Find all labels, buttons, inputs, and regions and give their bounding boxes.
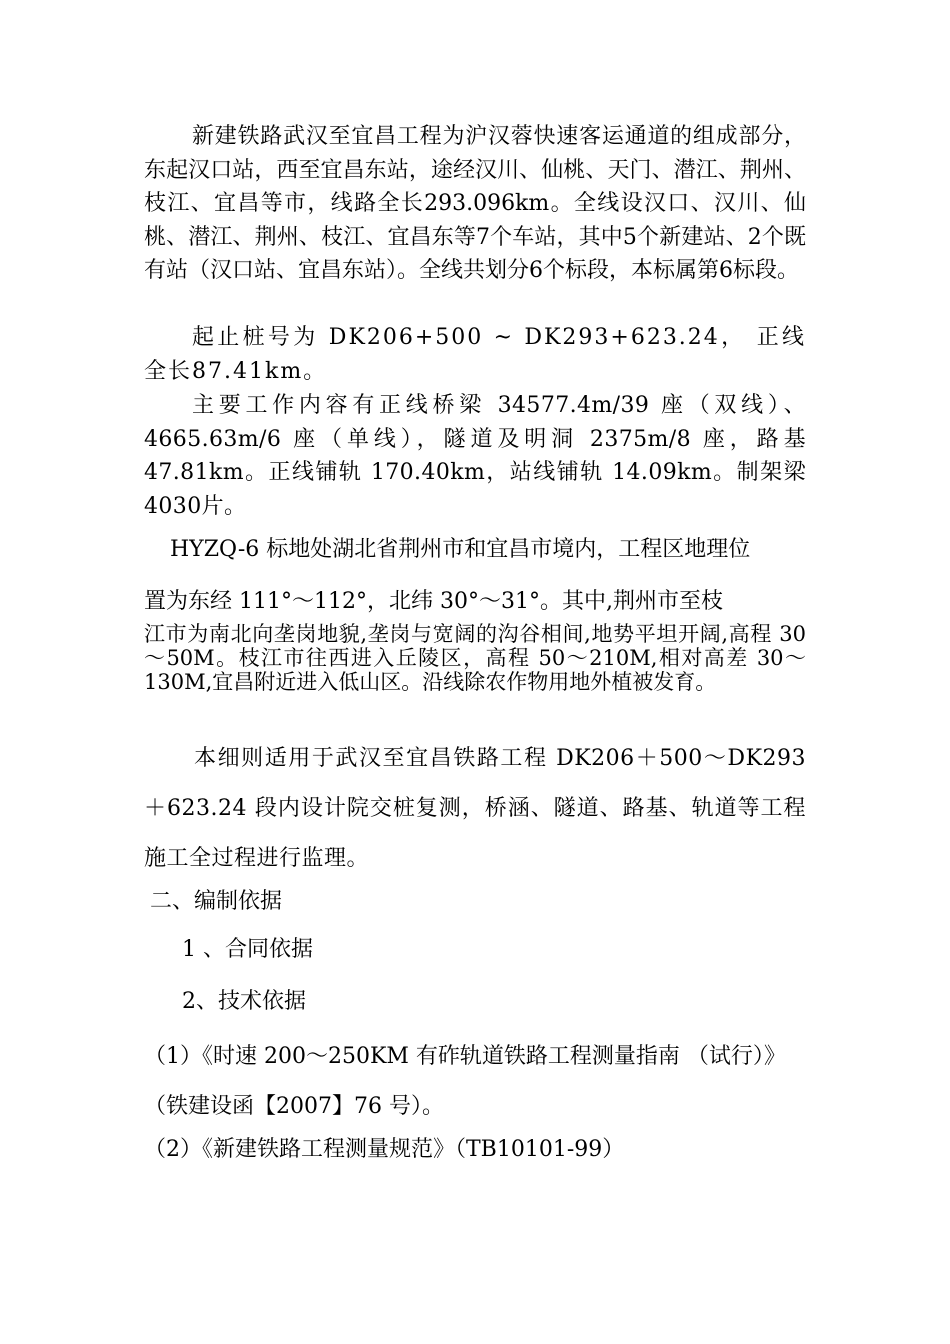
section-heading-basis: 二、编制依据 [150,889,283,914]
paragraph-location-line-1: HYZQ-6 标地处湖北省荆州市和宜昌市境内，工程区地理位 [170,537,751,562]
paragraph-chainage: 起止桩号为 DK206+500 ~ DK293+623.24， 正线全长87.41km。 [144,325,806,384]
paragraph-scope: 本细则适用于武汉至宜昌铁路工程 DK206＋500～DK293＋623.24 段内设计院交桩复测，桥涵、隧道、路基、轨道等工程施工全过程进行监理。 [144,746,806,871]
reference-item-2: （2）《新建铁路工程测量规范》（TB10101-99） [144,1137,625,1162]
paragraph-terrain: 江市为南北向垄岗地貌,垄岗与宽阔的沟谷相间,地势平坦开阔,高程 30～50M。枝江市往西进入丘陵区，高程 50～210M,相对高差 30～130M,宜昌附近进入低山区。沿线除农作物用地外植被发育。 [144,622,806,694]
paragraph-work-content: 主要工作内容有正线桥梁 34577.4m/39 座（双线）、4665.63m/6 座（单线），隧道及明洞 2375m/8 座，路基47.81km。正线铺轨 170.40km，站线铺轨 14.09km。制架梁 4030片。 [144,393,806,519]
paragraph-location-line-2: 置为东经 111°～112°，北纬 30°～31°。其中,荆州市至枝 [144,589,723,614]
reference-item-1: （1）《时速 200～250KM 有砟轨道铁路工程测量指南 （试行）》（铁建设函【2007】76 号）。 [144,1044,786,1119]
subheading-technical-basis: 2、技术依据 [182,989,306,1014]
subheading-contract-basis: 1 、合同依据 [182,937,313,962]
paragraph-project-overview: 新建铁路武汉至宜昌工程为沪汉蓉快速客运通道的组成部分，东起汉口站，西至宜昌东站，途经汉川、仙桃、天门、潜江、荆州、枝江、宜昌等市，线路全长293.096km。全线设汉口、汉川、仙桃、潜江、荆州、枝江、宜昌东等7个车站，其中5个新建站、2个既有站（汉口站、宜昌东站）。全线共划分6个标段，本标属第6标段。 [144,124,806,283]
